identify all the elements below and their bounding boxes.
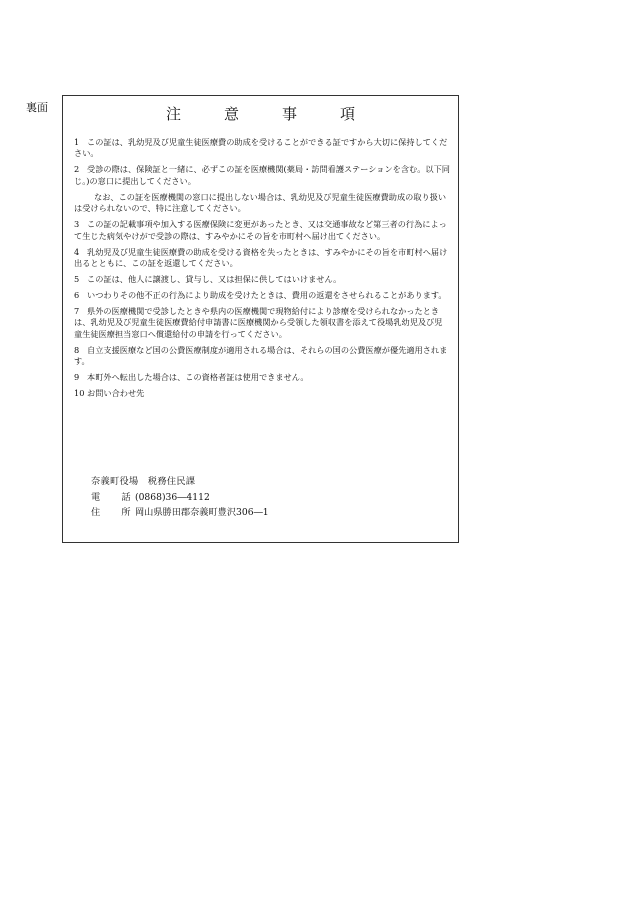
item-number: 1 bbox=[74, 137, 80, 147]
notice-item bbox=[74, 306, 450, 340]
contact-block bbox=[91, 474, 269, 521]
item-note: なお、この証を医療機関の窓口に提出しない場合は、乳幼児及び児童生徒医療費助成の取り扱いは受けられないので、特に注意してください。 bbox=[74, 191, 447, 214]
item-number: 8 bbox=[74, 344, 80, 355]
contact-office: 奈義町役場 税務住民課 bbox=[91, 476, 196, 487]
notice-item bbox=[74, 372, 450, 383]
item-text: いつわりその他不正の行為により助成を受けたときは、費用の返還をさせられることがあります。 bbox=[87, 290, 447, 301]
item-number: 3 bbox=[74, 219, 80, 230]
notice-list bbox=[74, 137, 450, 404]
notice-item bbox=[74, 274, 450, 285]
item-text: この証は、他人に譲渡し、貸与し、又は担保に供してはいけません。 bbox=[87, 274, 342, 285]
notice-item bbox=[74, 290, 450, 301]
item-text: 県外の医療機関で受診したときや県内の医療機関で現物給付により診療を受けられなかったときは、乳幼児及び児童生徒医療費給付申請書に医療機関から受領した領収書を添えて役場乳幼児及び児童生徒医療担当窓口へ償還給付の申請を行ってください。 bbox=[74, 306, 443, 339]
phone-number: (0868)36―4112 bbox=[135, 491, 210, 503]
contact-phone-row bbox=[91, 490, 269, 506]
item-text: 本町外へ転出した場合は、この資格者証は使用できません。 bbox=[87, 372, 309, 383]
notice-item bbox=[74, 388, 450, 399]
contact-address-row bbox=[91, 505, 269, 521]
item-number: 10 bbox=[74, 388, 85, 399]
notice-title: 注 意 事 項 bbox=[165, 105, 369, 123]
item-number: 2 bbox=[74, 164, 80, 175]
item-text: お問い合わせ先 bbox=[87, 388, 145, 399]
item-number: 7 bbox=[74, 306, 80, 317]
item-number: 9 bbox=[74, 372, 80, 383]
notice-item bbox=[74, 247, 450, 270]
side-label: 裏面 bbox=[26, 101, 48, 114]
notice-item bbox=[74, 345, 450, 368]
item-text: この証の記載事項や加入する医療保険に変更があったとき、又は交通事故など第三者の行為によって生じた病気やけがで受診の際は、すみやかにその旨を市町村へ届け出てください。 bbox=[74, 219, 447, 241]
item-text: この証は、乳幼児及び児童生徒医療費の助成を受けることができる証ですから大切に保持してください。 bbox=[74, 137, 448, 159]
notice-item bbox=[74, 164, 450, 214]
item-number: 5 bbox=[74, 274, 80, 285]
phone-label: 電 話 bbox=[91, 491, 137, 503]
notice-box bbox=[62, 95, 459, 543]
item-number: 4 bbox=[74, 246, 80, 257]
item-text: 受診の際は、保険証と一緒に、必ずこの証を医療機関(薬局・訪問看護ステーションを含む。以下同じ。)の窓口に提出してください。 bbox=[74, 164, 450, 186]
item-number: 6 bbox=[74, 290, 80, 301]
item-text: 自立支援医療など国の公費医療制度が適用される場合は、それらの国の公費医療が優先適用されます。 bbox=[74, 344, 448, 367]
address-label: 住 所 bbox=[91, 507, 137, 518]
address-value: 岡山県勝田郡奈義町豊沢306―1 bbox=[135, 507, 269, 518]
notice-item bbox=[74, 219, 450, 242]
notice-item bbox=[74, 137, 450, 160]
item-text: 乳幼児及び児童生徒医療費の助成を受ける資格を失ったときは、すみやかにその旨を市町村へ届け出るとともに、この証を返還してください。 bbox=[74, 246, 448, 269]
